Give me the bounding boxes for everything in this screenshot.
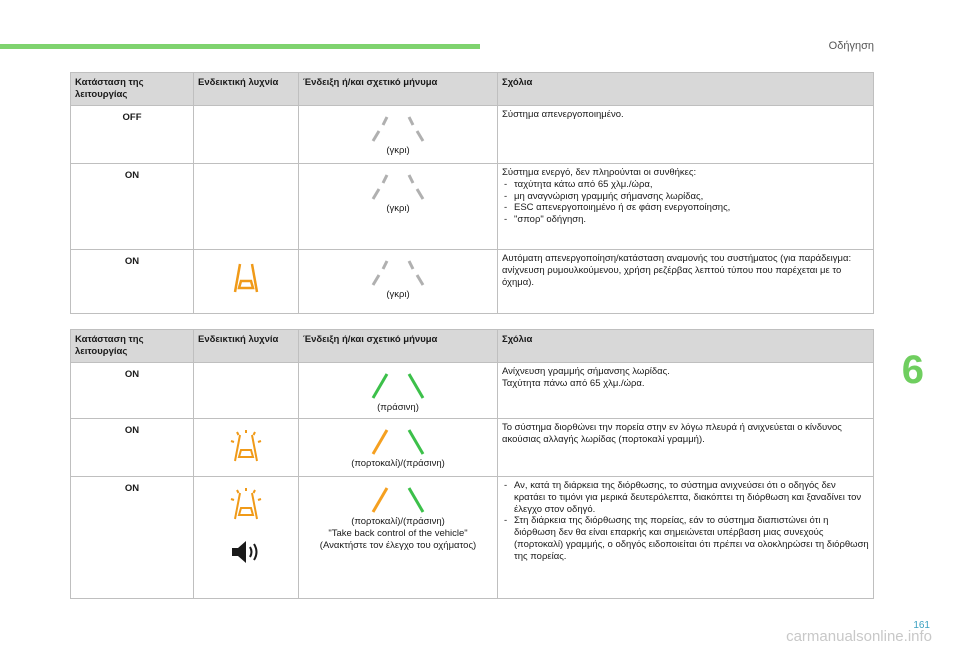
watermark: carmanualsonline.info: [786, 628, 932, 645]
table-row: [71, 418, 874, 476]
comment-cell: [498, 476, 874, 598]
state-cell: ON: [71, 362, 194, 418]
top-accent-bar: [0, 44, 480, 49]
lane-lines-grey-icon: [363, 259, 433, 287]
col-header-comments: Σχόλια: [498, 73, 874, 106]
indicator-cell: [194, 105, 299, 163]
list-item: - ESC απενεργοποιημένο ή σε φάση ενεργοποίησης,: [514, 202, 869, 214]
display-note: (γκρι): [386, 202, 410, 214]
list-item: - Αν, κατά τη διάρκεια της διόρθωσης, το σύστημα ανιχνεύσει ότι ο οδηγός δεν κρατάει το τιμόνι για μερικά δευτερόλεπτα, διακόπτει τη διόρθωση και ξαναδίνει τον έλεγχο στον οδηγό.: [514, 480, 869, 516]
display-cell: [299, 362, 498, 418]
chapter-number: 6: [901, 348, 924, 392]
display-cell: [299, 476, 498, 598]
display-note: (γκρι): [386, 288, 410, 300]
display-cell: [299, 418, 498, 476]
col-header-indicator: Ενδεικτική λυχνία: [194, 330, 299, 363]
list-item: - "σπορ" οδήγηση.: [514, 214, 869, 226]
list-item: - Στη διάρκεια της διόρθωσης της πορείας, εάν το σύστημα διαπιστώνει ότι η διόρθωση δεν θα είναι επαρκής και σημειώνεται υπέρβαση μιας συνεχούς (πορτοκαλί) γραμμής, ο οδηγός ειδοποιείται ότι πρέπει να ολοκληρώσει τη διόρθωση της πορείας.: [514, 515, 869, 563]
indicator-cell: [194, 163, 299, 249]
lane-lines-orange-green-icon: [363, 486, 433, 514]
display-note: (γκρι): [386, 144, 410, 156]
status-table-1: [70, 72, 874, 314]
display-message-translation: (Ανακτήστε τον έλεγχο του οχήματος): [319, 539, 477, 551]
col-header-comments: Σχόλια: [498, 330, 874, 363]
table-row: [71, 476, 874, 598]
section-title: Οδήγηση: [828, 40, 874, 52]
lane-assist-warning-lamp-icon: [228, 260, 264, 296]
col-header-state: Κατάσταση της λειτουργίας: [71, 73, 194, 106]
col-header-state: Κατάσταση της λειτουργίας: [71, 330, 194, 363]
indicator-cell: [194, 249, 299, 313]
col-header-display: Ένδειξη ή/και σχετικό μήνυμα: [299, 330, 498, 363]
indicator-cell: [194, 362, 299, 418]
display-note: (πορτοκαλί)/(πράσινη): [351, 515, 445, 527]
state-cell: ON: [71, 418, 194, 476]
display-cell: [299, 105, 498, 163]
comment-cell: Το σύστημα διορθώνει την πορεία στην εν λόγω πλευρά ή ανιχνεύεται ο κίνδυνος ακούσιας αλλαγής λωρίδας (πορτοκαλί γραμμή).: [498, 418, 874, 476]
col-header-indicator: Ενδεικτική λυχνία: [194, 73, 299, 106]
indicator-cell: [194, 476, 299, 598]
table-row: [71, 163, 874, 249]
table-header-row: [71, 330, 874, 363]
table-row: [71, 362, 874, 418]
display-note: (πράσινη): [377, 401, 419, 413]
indicator-cell: [194, 418, 299, 476]
comment-cell: Αυτόματη απενεργοποίηση/κατάσταση αναμονής του συστήματος (για παράδειγμα: ανίχνευση ρυμουλκούμενου, χρήση ρεζέρβας λεπτού τύπου που παρέχεται με το όχημα).: [498, 249, 874, 313]
comment-cell: Σύστημα απενεργοποιημένο.: [498, 105, 874, 163]
display-message: "Take back control of the vehicle": [328, 527, 468, 539]
table-row: [71, 105, 874, 163]
lane-assist-active-lamp-icon: [228, 487, 264, 523]
lane-lines-grey-icon: [363, 173, 433, 201]
comment-intro: Σύστημα ενεργό, δεν πληρούνται οι συνθήκες:: [502, 166, 697, 178]
table-row: [71, 249, 874, 313]
speaker-sound-icon: [228, 537, 264, 567]
lane-lines-green-icon: [363, 372, 433, 400]
state-cell: OFF: [71, 105, 194, 163]
display-cell: [299, 163, 498, 249]
lane-lines-grey-icon: [363, 115, 433, 143]
comment-cell: [498, 163, 874, 249]
state-cell: ON: [71, 249, 194, 313]
list-item: - ταχύτητα κάτω από 65 χλμ./ώρα,: [514, 179, 869, 191]
state-cell: ON: [71, 476, 194, 598]
comment-list: [502, 480, 869, 563]
table-header-row: [71, 73, 874, 106]
col-header-display: Ένδειξη ή/και σχετικό μήνυμα: [299, 73, 498, 106]
comment-cell: Ανίχνευση γραμμής σήμανσης λωρίδας. Ταχύτητα πάνω από 65 χλμ./ώρα.: [498, 362, 874, 418]
lane-lines-orange-green-icon: [363, 428, 433, 456]
list-item: - μη αναγνώριση γραμμής σήμανσης λωρίδας,: [514, 191, 869, 203]
lane-assist-active-lamp-icon: [228, 429, 264, 465]
display-note: (πορτοκαλί)/(πράσινη): [351, 457, 445, 469]
state-cell: ON: [71, 163, 194, 249]
page-number: 161: [913, 620, 930, 631]
status-table-2: [70, 329, 874, 599]
comment-list: [502, 179, 869, 227]
display-cell: [299, 249, 498, 313]
